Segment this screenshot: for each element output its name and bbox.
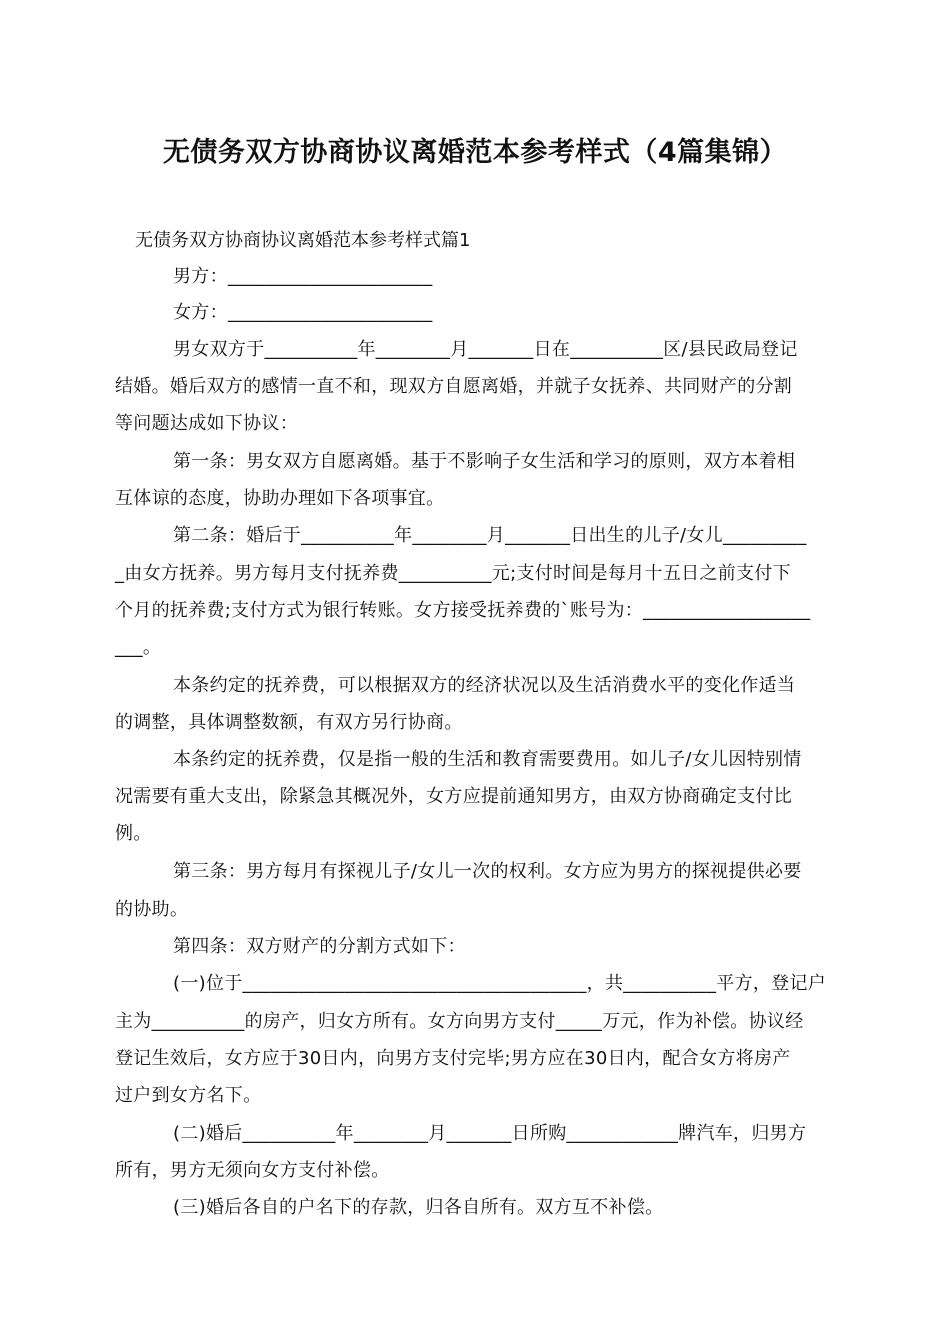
paragraph-line: _由女方抚养。男方每月支付抚养费__________元;支付时间是每月十五日之前支付下 bbox=[115, 563, 791, 584]
paragraph-line: 第一条：男女双方自愿离婚。基于不影响子女生活和学习的原则，双方本着相 bbox=[173, 451, 796, 472]
paragraph-line: 的协助。 bbox=[115, 899, 189, 920]
paragraph-line: 主为__________的房产，归女方所有。女方向男方支付_____万元，作为补偿。协议经 bbox=[115, 1011, 804, 1032]
paragraph-line: (三)婚后各自的户名下的存款，归各自所有。双方互不补偿。 bbox=[173, 1197, 664, 1218]
paragraph-line: 个月的抚养费;支付方式为银行转账。女方接受抚养费的`账号为：__________________ bbox=[115, 600, 811, 621]
paragraph-line: (一)位于_____________________________________，共__________平方，登记户 bbox=[173, 973, 827, 994]
paragraph-line: 登记生效后，女方应于30日内，向男方支付完毕;男方应在30日内，配合女方将房产 bbox=[115, 1048, 791, 1069]
paragraph-line: 的调整，具体调整数额，有双方另行协商。 bbox=[115, 712, 463, 733]
section-heading: 无债务双方协商协议离婚范本参考样式篇1 bbox=[135, 230, 471, 251]
paragraph-line: 第三条：男方每月有探视儿子/女儿一次的权利。女方应为男方的探视提供必要 bbox=[173, 861, 802, 882]
paragraph-line: 男方：______________________ bbox=[173, 266, 433, 287]
document-title: 无债务双方协商协议离婚范本参考样式（4篇集锦） bbox=[162, 137, 788, 168]
paragraph-line: 例。 bbox=[115, 823, 152, 844]
paragraph-line: 本条约定的抚养费，仅是指一般的生活和教育需要费用。如儿子/女儿因特别情 bbox=[173, 749, 802, 770]
paragraph-line: 女方：______________________ bbox=[173, 302, 433, 323]
paragraph-line: 第四条：双方财产的分割方式如下： bbox=[173, 936, 466, 957]
paragraph-line: 男女双方于__________年________月_______日在__________区/县民政局登记 bbox=[173, 339, 798, 360]
paragraph-line: (二)婚后__________年________月_______日所购____________牌汽车，归男方 bbox=[173, 1123, 807, 1144]
paragraph-line: 过户到女方名下。 bbox=[115, 1085, 262, 1106]
paragraph-line: 互体谅的态度，协助办理如下各项事宜。 bbox=[115, 488, 445, 509]
paragraph-line: 所有，男方无须向女方支付补偿。 bbox=[115, 1160, 390, 1181]
paragraph-line: 本条约定的抚养费，可以根据双方的经济状况以及生活消费水平的变化作适当 bbox=[173, 675, 796, 696]
paragraph-line: 结婚。婚后双方的感情一直不和，现双方自愿离婚，并就子女抚养、共同财产的分割 bbox=[115, 376, 793, 397]
paragraph-line: 况需要有重大支出，除紧急其概况外，女方应提前通知男方，由双方协商确定支付比 bbox=[115, 786, 793, 807]
paragraph-line: 等问题达成如下协议： bbox=[115, 413, 298, 434]
paragraph-line: ___。 bbox=[115, 637, 162, 658]
paragraph-line: 第二条：婚后于__________年________月_______日出生的儿子/女儿_________ bbox=[173, 525, 807, 546]
